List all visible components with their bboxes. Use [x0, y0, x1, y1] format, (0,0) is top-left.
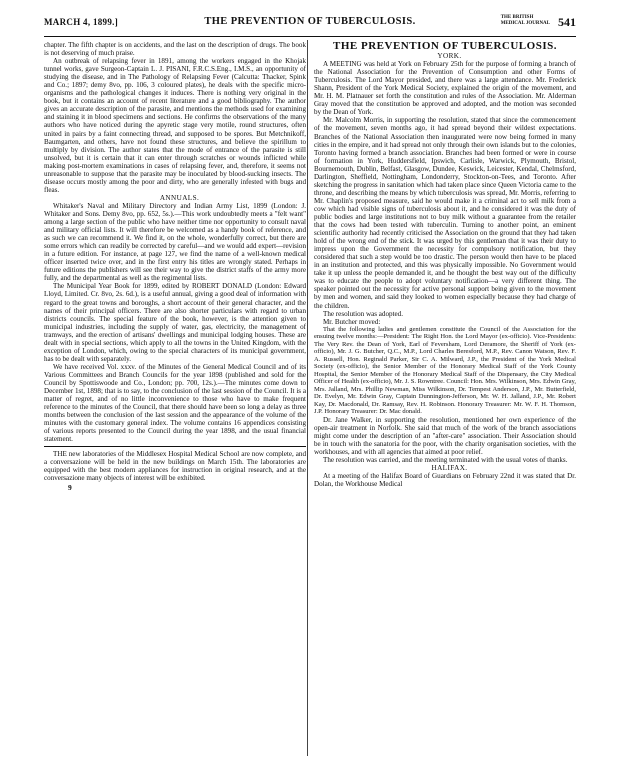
right-paragraph-2: Mr. Malcolm Morris, in supporting the resolution, stated that since the commencement of the movement, seven months ago, it had spread beyond their wildest expectations. Branches of the National Association then inaugurated were now being formed in many cities in the empire, and it had spread not only through their own islands but to the colonies, Toronto having formed a branch association. Branches had been formed or were in course of formation in York, Huddersfield, Ipswich, Carlisle, Warwick, Plymouth, Bristol, Bournemouth, Dublin, Belfast, Glasgow, Dundee, Keswick, Leicester, Kendal, Chelmsford, Darlington, Sheffield, Nottingham, Londonderry, Stockton-on-Tees, and Toronto. After sketching the progress in sanitation which had taken place since Queen Victoria came to the throne, and describing the means by which tuberculosis was spread, Mr. Morris, referring to Mr. Chaplin's proposed measure, said he would make it a criminal act to sell milk from a cow which had visible signs of tuberculosis about it, and he considered it was the duty of public bodies and large institutions not to buy milk without a guarantee from the retailer that the cows had been tested with tuberculin. Turning to another point, an eminent scientific authority had recently criticised the Association on the ground that they had taken hold of the wrong end of the stick. It was urged by this gentleman that it was their duty to impress upon the Government the necessity for compulsory notification, but they considered that such a step would be too drastic. The person would then have to be placed in an institution and protected, and this was physically impossible. No Government would take it up unless the people demanded it, and he thought the best way out of the difficulty was to educate the people to adopt voluntary notification—a very different thing. The speaker pointed out the necessity for active personal support being given to the movement by men and women, and said they looked to women especially because they had charge of the children. [314, 116, 576, 310]
right-column [314, 41, 576, 751]
header-journal-line2: MEDICAL JOURNAL [500, 21, 550, 26]
left-paragraph-1: chapter. The fifth chapter is on accidents, and the last on the description of drugs. The book is not deserving of much praise. [44, 41, 306, 58]
york-heading: YORK. [437, 52, 462, 61]
left-paragraph-6: THE new laboratories of the Middlesex Hospital Medical School are now complete, and a conversazione will be held in the new buildings on March 15th. The laboratories are equipped with the best modern appliances for instruction in original research, and at the conversazione many objects of interest will be exhibited. [44, 450, 306, 483]
left-paragraph-2: An outbreak of relapsing fever in 1891, among the workers engaged in the Khojak tunnel works, gave Surgeon-Captain L. J. PISANI, F.R.C.S.Eng., I.M.S., an opportunity of studying the disease, and in The Pathology of Relapsing Fever (Calcutta: Thacker, Spink and Co.; 1897; demy 8vo, pp. 106, 3 coloured plates), he deals with the specific micro-organisms and the pathological changes it induces. There is nothing very original in the book, but it contains an account of recent literature and a good bibliography. The author gives an accurate description of the parasite, and mentions the methods used for examining and staining it in blood specimens and sections. He confirms the observations of the many authors who have noticed during the apyretic stage very motile, round structures, often united in pairs by a faint connecting thread, and supposed to be spores. But Metchnikoff, Baumgarten, and others, have not found these structures, and believe the spirillum to multiply by division. The author states that the mode of entrance of the parasite is still unsolved, but it is certain that it can enter through scratches or wounds inflicted while making post-mortem examinations in cases of relapsing fever, and, therefore, it seems not unreasonable to suppose that the parasite may be inoculated by blood-sucking insects. The disease occurs mostly among the poor and dirty, who are generally infested with bugs and fleas. [44, 57, 306, 194]
section-rule [44, 446, 306, 447]
header-title: THE PREVENTION OF TUBERCULOSIS. [204, 16, 416, 27]
right-paragraph-8: At a meeting of the Halifax Board of Guardians on February 22nd it was stated that Dr. Dolan, the Workhouse Medical [314, 471, 576, 489]
right-paragraph-6: Dr. Jane Walker, in supporting the resolution, mentioned her own experience of the open-air treatment in Norfolk. She said that much of the work of the branch associations might come under the description of an "after-care" association. Their Association should be in touch with the sanatoria for the poor, with the charity organisation societies, with the workhouses, and with all agencies that aimed at poor relief. [314, 415, 576, 456]
left-column [44, 41, 306, 751]
signature-mark: 9 [68, 482, 72, 492]
annuals-heading: ANNUALS. [159, 193, 200, 202]
left-paragraph-4: The Municipal Year Book for 1899, edited by ROBERT DONALD (London: Edward Lloyd, Limited. Cr. 8vo, 2s. 6d.), is a useful annual, giving a good deal of information with regard to the great towns and boroughs, a short account of their general character, and the names of their principal officers. There are also shorter particulars with regard to urban districts councils. The special feature of the book, however, is the attention given to municipal industries, including the supply of water, gas, electricity, the management of tramways, and the erection of artisans' dwellings and municipal lodging houses. These are dealt with in special sections, which apply to all the towns in the United Kingdom, with the exception of London, which, owing to the special characters of its municipal government, has to be dealt with separately. [44, 282, 306, 363]
right-paragraph-4: Mr. Butcher moved: [323, 317, 381, 326]
council-list: That the following ladies and gentlemen constitute the Council of the Association for the ensuing twelve months:—President: The Right Hon. the Lord Mayor (ex-officio). Vice-Presidents: The Very Rev. the Dean of York, Earl of Feversham, Lord Deramore, the Sheriff of York (ex-officio), Mr. J. G. Butcher, Q.C., M.P., Lord Charles Beresford, M.P., Rev. Canon Watson, Rev. F. A. Russell, Hon. Reginald Parker, Sir C. A. Milward, J.P., the President of the York Medical Society (ex-officio), the Senior Member of the Honorary Medical Staff of the York County Hospital, the Senior Member of the Honorary Medical Staff of the Dispensary, the City Medical Officer of Health (ex-officio), Mr. J. S. Rowntree. Council: Hon. Mrs. Wilkinson, Mrs. Edwin Gray, Mrs. Jalland, Mrs. Phillip Newman, Miss Wilkinson, Dr. Tempest Anderson, J.P., Mr. Butterfield, Dr. Evelyn, Mr. Edwin Gray, Captain Dunnington-Jefferson, Mr. W. H. Jalland, J.P., Mr. Robert Kay, Dr. Macdonald, Dr. Ramsay, Rev. H. Robinson. Honorary Treasurer: Mr. W. F. H. Thomson, J.P. Honorary Treasurer: Dr. Mac donald. [314, 325, 576, 416]
page-number: 541 [558, 15, 576, 29]
header-journal-name [501, 15, 550, 27]
right-paragraph-3: The resolution was adopted. [323, 309, 403, 318]
left-paragraph-3: Whitaker's Naval and Military Directory and Indian Army List, 1899 (London: J. Whitaker and Sons. Demy 8vo, pp. 652, 5s.).—This work undoubtedly meets a "felt want" among a large section of the public who have neither time nor opportunity to consult naval and military official lists. It will therefore be welcomed as a handy book of reference, and as such we can recommend it. We find it, on the whole, wonderfully correct, but there are some errors which can readily be corrected by careful—and we would add expert—revision in a future edition. For instance, at page 127, we find the name of a well-known medical officer inserted twice over, and in the first entry his titles are wrongly stated. Perhaps in future editions the publishers will see their way to give the district staffs of the army more fully, and the departmental as well as the regimental lists. [44, 201, 306, 283]
header-date: MARCH 4, 1899.] [44, 17, 118, 27]
running-header [44, 14, 576, 37]
right-paragraph-7: The resolution was carried, and the meeting terminated with the usual votes of thanks. [323, 455, 568, 464]
column-divider [307, 40, 308, 756]
article-title: THE PREVENTION OF TUBERCULOSIS. [333, 41, 557, 52]
halifax-heading: HALIFAX. [431, 463, 468, 472]
left-paragraph-5: We have received Vol. xxxv. of the Minutes of the General Medical Council and of its Various Committees and Branch Councils for the year 1898 (published and sold for the Council by Spottiswoode and Co., London; pp. 700, 12s.).—The minutes come down to December 1st, 1898; that is to say, to the conclusion of the last session of the Council. It is a matter of regret, and of no little inconvenience to those who have to make frequent reference to the minutes of the Council, that there should have been so long a delay as three months between the conclusion of the last session and the appearance of the volume of the minutes with the customary general index. The volume contains 16 appendices consisting of various reports presented to the Council during the year 1898, and the usual financial statement. [44, 362, 306, 444]
right-paragraph-1: A MEETING was held at York on February 25th for the purpose of forming a branch of the National Association for the Prevention of Consumption and other Forms of Tuberculosis. The Lord Mayor presided, and there was a large attendance. Mr. Frederick Shann, President of the York Medical Society, explained the origin of the movement, and Mr. H. M. Platnauer set forth the constitution and rules of the Association. Mr. Alderman Gray moved that the constitution be approved and adopted, and the motion was seconded by the Dean of York. [314, 60, 576, 117]
header-journal-line1: THE BRITISH [500, 15, 534, 20]
